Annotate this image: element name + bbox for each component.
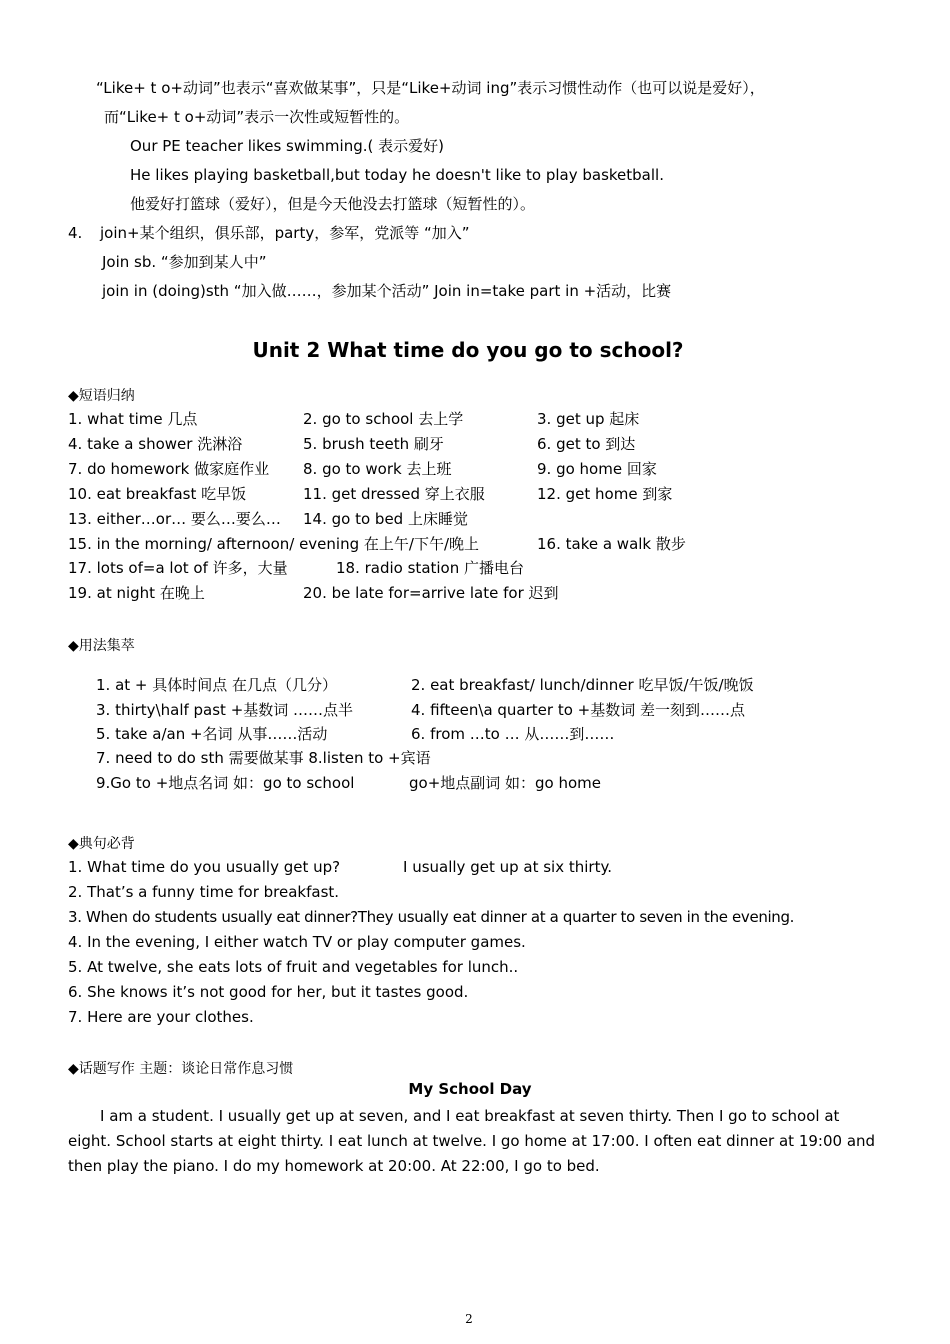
sentence-item: 5. At twelve, she eats lots of fruit and vegetables for lunch.. [68,958,519,976]
sentence-item: 6. She knows it’s not good for her, but it tastes good. [68,983,469,1001]
phrase-item: 8. go to work 去上班 [303,460,452,478]
phrases-heading: ◆短语归纳 [68,388,135,404]
phrase-item: 5. brush teeth 刷牙 [303,435,444,453]
phrase-item: 12. get home 到家 [537,485,673,503]
phrase-item: 14. go to bed 上床睡觉 [303,510,468,528]
usage-item: 3. thirty\half past +基数词 ……点半 [96,701,354,719]
item4-text: join+某个组织，俱乐部，party，参军，党派等 “加入” [100,224,470,242]
usage-item: go+地点副词 如：go home [409,774,602,792]
phrase-item: 7. do homework 做家庭作业 [68,460,270,478]
usage-heading: ◆用法集萃 [68,638,135,654]
phrase-item: 6. get to 到达 [537,435,636,453]
phrase-item: 4. take a shower 洗淋浴 [68,435,243,453]
essay-body: I am a student. I usually get up at seven, and I eat breakfast at seven thirty. Then I go to school at eight. School starts at eight thirty. I eat lunch at twelve. I go home at 17:00. I often eat dinner at 19:00 and then play the piano. I do my homework at 20:00. At 22:00, I go to bed. [68,1107,876,1175]
sentence-item: 1. What time do you usually get up? [68,858,341,876]
phrase-item: 18. radio station 广播电台 [336,559,525,577]
item4-number: 4. [68,224,83,242]
sentence-item: 4. In the evening, I either watch TV or play computer games. [68,933,526,951]
phrase-item: 16. take a walk 散步 [537,535,686,553]
intro-line-1: “Like+ t o+动词”也表示“喜欢做某事”，只是“Like+动词 ing”表示习惯性动作（也可以说是爱好）， [96,79,765,97]
intro-example-2: He likes playing basketball,but today he doesn't like to play basketball. [130,166,664,184]
phrase-item: 17. lots of=a lot of 许多，大量 [68,559,288,577]
intro-line-2: 而“Like+ t o+动词”表示一次性或短暂性的。 [104,108,410,126]
usage-item: 4. fifteen\a quarter to +基数词 差一刻到……点 [411,701,745,719]
intro-example-1: Our PE teacher likes swimming.( 表示爱好) [130,137,444,155]
item4-line-2: Join sb. “参加到某人中” [102,253,267,271]
usage-item: 6. from …to … 从……到…… [411,725,615,743]
phrase-item: 15. in the morning/ afternoon/ evening 在上午/下午/晚上 [68,535,479,553]
intro-example-3: 他爱好打篮球（爱好），但是今天他没去打篮球（短暂性的）。 [130,195,536,213]
phrase-item: 11. get dressed 穿上衣服 [303,485,485,503]
phrase-item: 19. at night 在晚上 [68,584,205,602]
essay-title: My School Day [408,1080,532,1098]
phrase-item: 13. either…or… 要么…要么… [68,510,281,528]
page-number: 2 [465,1312,473,1326]
usage-item: 7. need to do sth 需要做某事 8.listen to +宾语 [96,749,431,767]
usage-item: 1. at + 具体时间点 在几点（几分） [96,676,338,694]
sentence-item: I usually get up at six thirty. [403,858,612,876]
usage-item: 9.Go to +地点名词 如：go to school [96,774,355,792]
item4-line-3: join in (doing)sth “加入做……，参加某个活动” Join in=take part in +活动，比赛 [102,282,672,300]
phrase-item: 9. go home 回家 [537,460,657,478]
sentences-heading: ◆典句必背 [68,836,135,852]
phrase-item: 2. go to school 去上学 [303,410,464,428]
phrase-item: 3. get up 起床 [537,410,640,428]
usage-item: 5. take a/an +名词 从事……活动 [96,725,328,743]
writing-heading: ◆话题写作 主题：谈论日常作息习惯 [68,1061,294,1077]
sentence-item: 2. That’s a funny time for breakfast. [68,883,340,901]
phrase-item: 1. what time 几点 [68,410,198,428]
phrase-item: 10. eat breakfast 吃早饭 [68,485,247,503]
unit-title: Unit 2 What time do you go to school? [252,338,684,362]
sentence-item: 3. When do students usually eat dinner?They usually eat dinner at a quarter to seven in the evening. [68,908,795,926]
sentence-item: 7. Here are your clothes. [68,1008,254,1026]
usage-item: 2. eat breakfast/ lunch/dinner 吃早饭/午饭/晚饭 [411,676,754,694]
phrase-item: 20. be late for=arrive late for 迟到 [303,584,559,602]
